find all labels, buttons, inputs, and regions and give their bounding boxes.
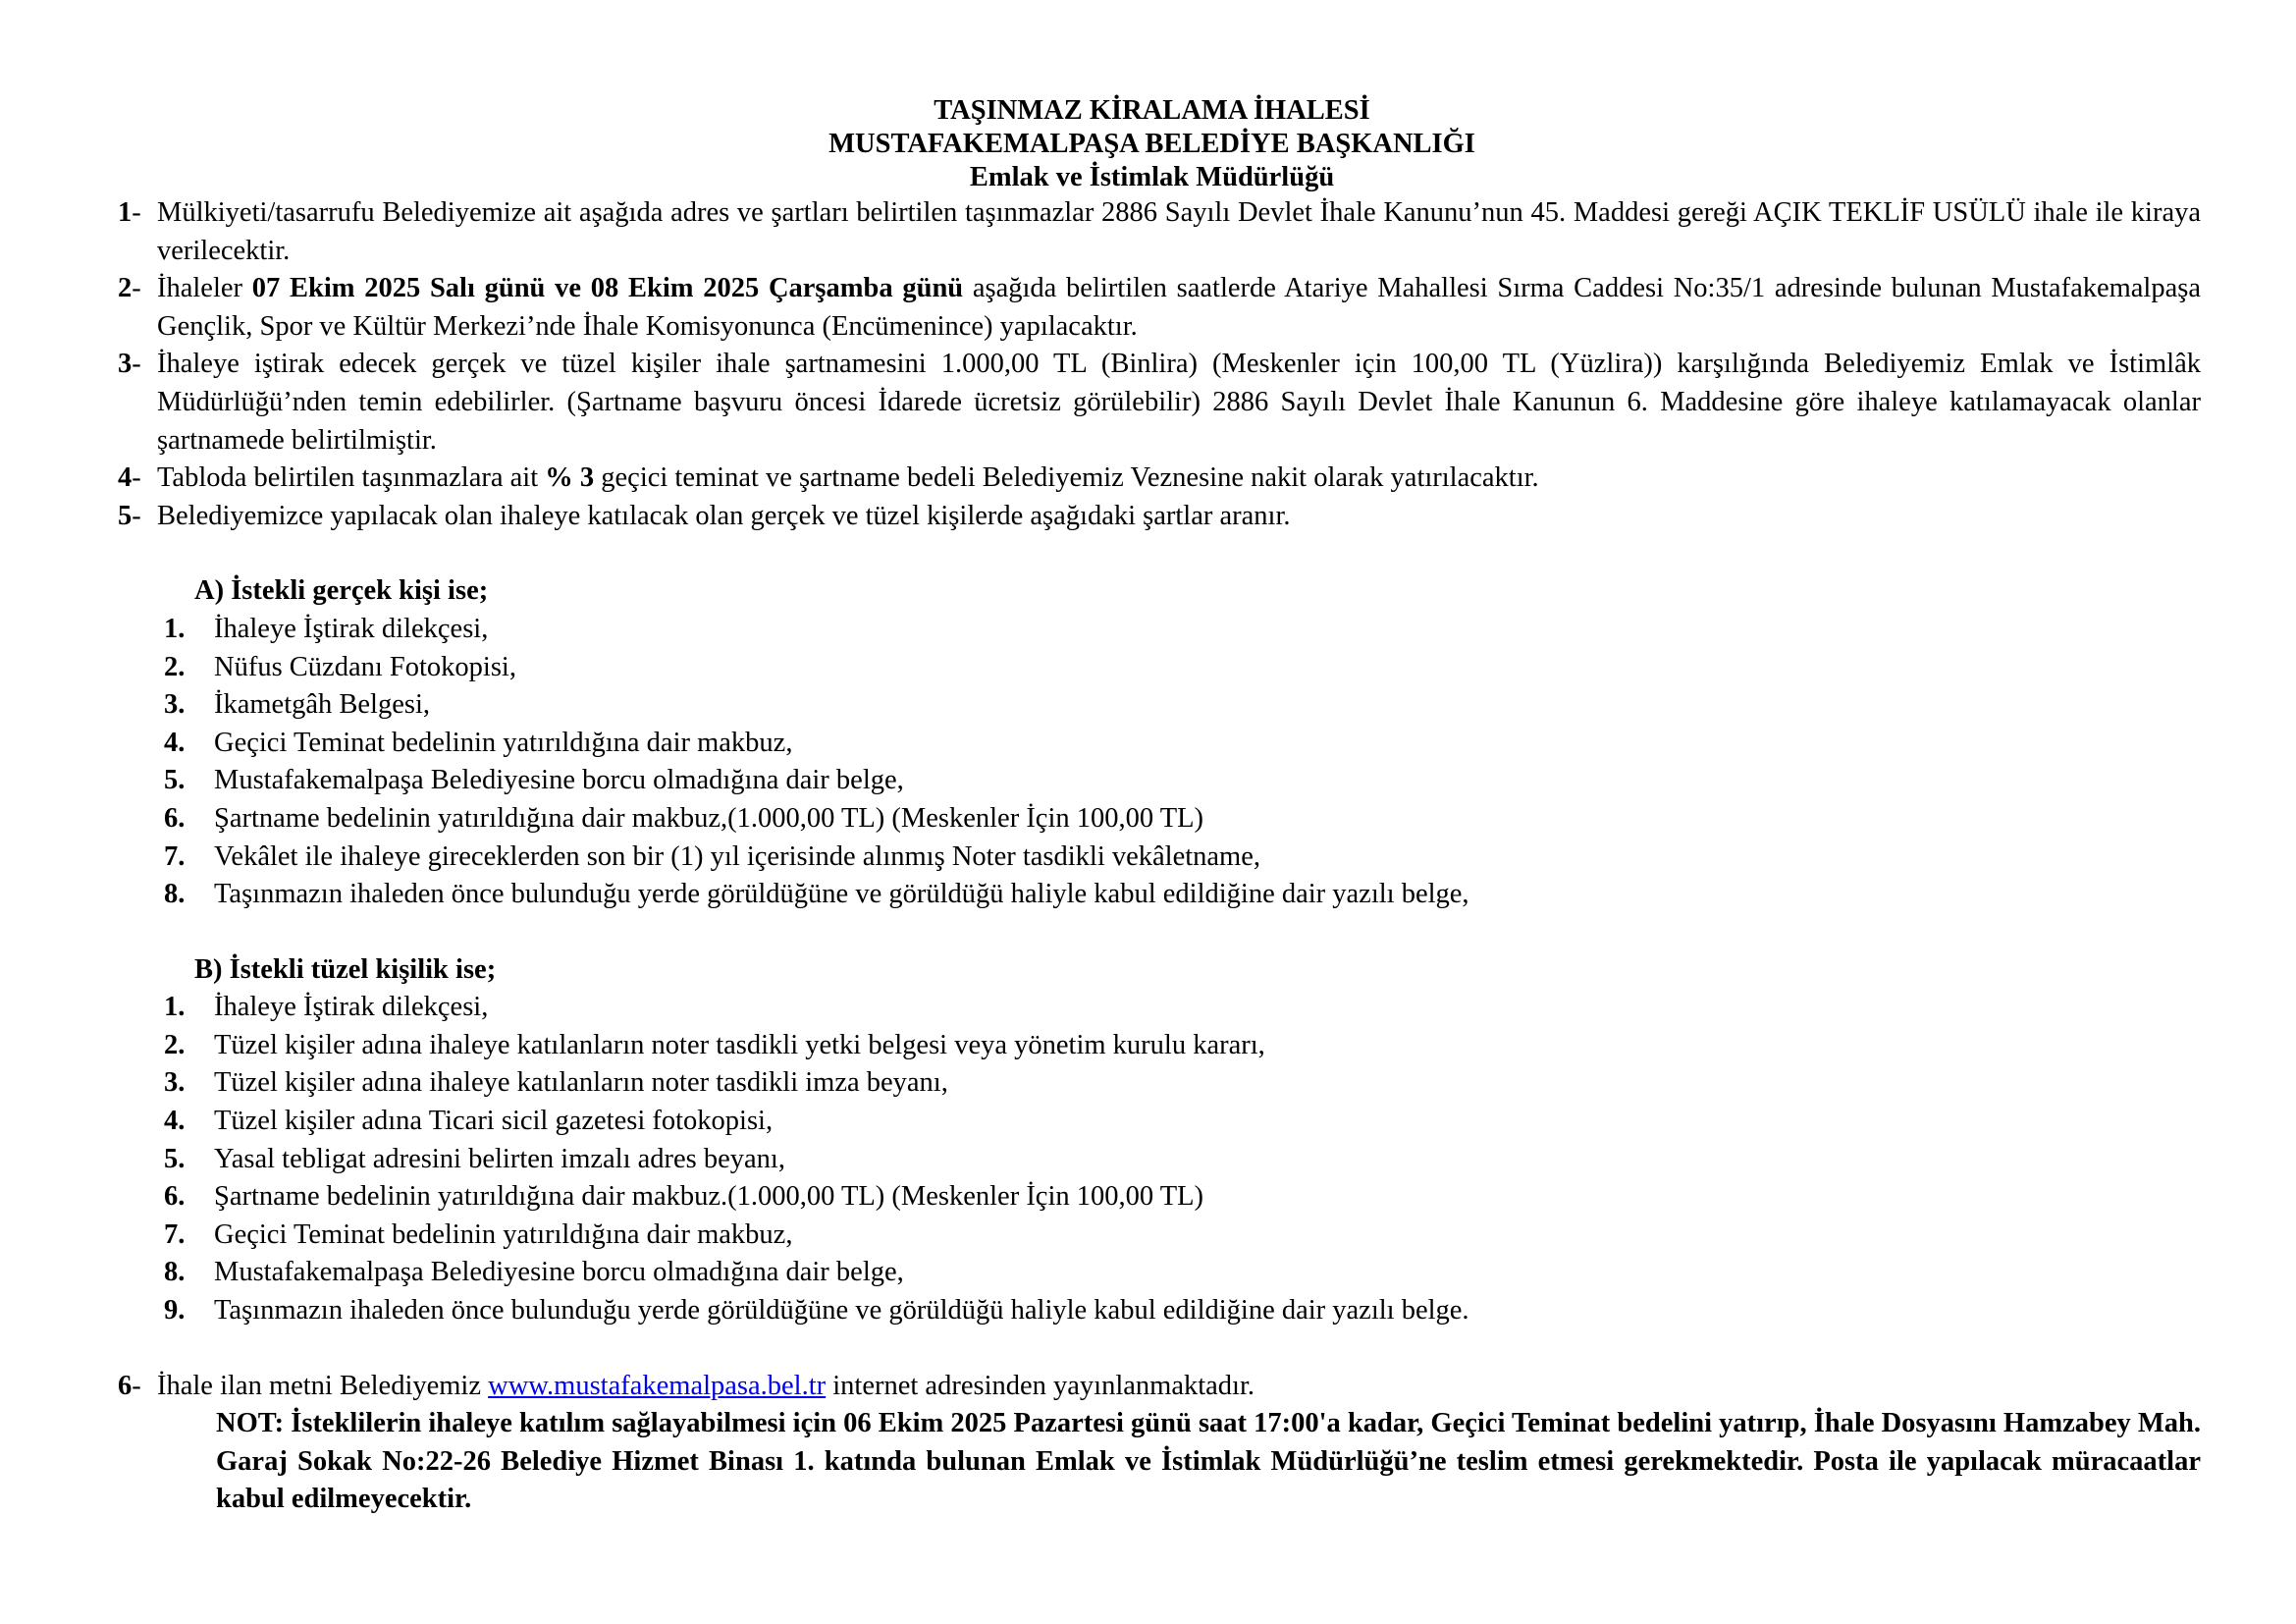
important-note: NOT: İsteklilerin ihaleye katılım sağlayabilmesi için 06 Ekim 2025 Pazartesi günü saat 17:00'a kadar, Geçici Teminat bedelini yatırıp, İhale Dosyasını Hamzabey Mah. Garaj Sokak No:22-26 Belediye Hizmet Binası 1. katında bulunan Emlak ve İstimlak Müdürlüğü’ne teslim etmesi gerekmektedir. Posta ile yapılacak müracaatlar kabul edilmeyecektir. xyxy=(216,1408,2201,1515)
list-item: 7. Vekâlet ile ihaleye gireceklerden son bir (1) yıl içerisinde alınmış Noter tasdikli vekâletname, xyxy=(164,840,1260,872)
list-item: 1. İhaleye İştirak dilekçesi, xyxy=(164,992,489,1023)
paragraph-5 xyxy=(118,498,2201,536)
department-name: Emlak ve İstimlak Müdürlüğü xyxy=(969,162,1335,192)
list-item: 5. Mustafakemalpaşa Belediyesine borcu olmadığına dair belge, xyxy=(164,765,904,796)
list-item: 6. Şartname bedelinin yatırıldığına dair makbuz,(1.000,00 TL) (Meskenler İçin 100,00 TL) xyxy=(164,802,1204,834)
list-item: 3. İkametgâh Belgesi, xyxy=(164,689,431,721)
spacer xyxy=(118,1330,2201,1368)
section-a-heading: A) İstekli gerçek kişi ise; xyxy=(194,575,489,607)
list-item: 7. Geçici Teminat bedelinin yatırıldığına dair makbuz, xyxy=(164,1218,793,1250)
institution-name: MUSTAFAKEMALPAŞA BELEDİYE BAŞKANLIĞI xyxy=(828,129,1475,159)
paragraph-number: 2- xyxy=(118,273,141,304)
list-item: 8. Mustafakemalpaşa Belediyesine borcu olmadığına dair belge, xyxy=(164,1257,904,1288)
section-a-list xyxy=(118,611,2201,914)
list-item: 4. Tüzel kişiler adına Ticari sicil gazetesi fotokopisi, xyxy=(164,1106,774,1137)
paragraph-2 xyxy=(118,270,2201,346)
paragraph-text: Mülkiyeti/tasarrufu Belediyemize ait aşağıda adres ve şartları belirtilen taşınmazlar 2886 Sayılı Devlet İhale Kanunu’nun 45. Maddesi gereği AÇIK TEKLİF USÜLÜ ihale ile kiraya verilecektir. xyxy=(157,197,2201,266)
document-page xyxy=(118,94,2201,1519)
guarantee-percentage: % 3 xyxy=(545,462,595,494)
paragraph-number: 5- xyxy=(118,500,141,531)
paragraph-6 xyxy=(118,1368,2201,1406)
paragraph-text: internet adresinden yayınlanmaktadır. xyxy=(826,1370,1255,1401)
paragraph-number: 4- xyxy=(118,462,141,494)
list-item: 5. Yasal tebligat adresini belirten imzalı adres beyanı, xyxy=(164,1143,785,1174)
paragraph-text: İhale ilan metni Belediyemiz xyxy=(157,1370,489,1401)
list-item: 6. Şartname bedelinin yatırıldığına dair makbuz.(1.000,00 TL) (Meskenler İçin 100,00 TL) xyxy=(164,1181,1204,1213)
list-item: 3. Tüzel kişiler adına ihaleye katılanların noter tasdikli imza beyanı, xyxy=(164,1067,948,1099)
list-item: 1. İhaleye İştirak dilekçesi, xyxy=(164,613,489,644)
paragraph-text: geçici teminat ve şartname bedeli Belediyemiz Veznesine nakit olarak yatırılacaktır. xyxy=(594,462,1539,494)
paragraph-3 xyxy=(118,346,2201,460)
section-b-heading: B) İstekli tüzel kişilik ise; xyxy=(194,953,497,985)
paragraph-number: 3- xyxy=(118,349,141,380)
auction-dates: 07 Ekim 2025 Salı günü ve 08 Ekim 2025 Çarşamba günü xyxy=(251,273,964,304)
paragraph-1 xyxy=(118,194,2201,270)
list-item: 2. Tüzel kişiler adına ihaleye katılanların noter tasdikli yetki belgesi veya yönetim kurulu kararı, xyxy=(164,1029,1265,1060)
paragraph-text: İhaleler xyxy=(157,273,252,304)
paragraph-text: aşağıda belirtilen saatlerde Atariye Mahallesi Sırma Caddesi No:35/1 adresinde bulunan Mustafakemalpaşa Gençlik, Spor ve Kültür Merkezi’nde İhale Komisyonunca (Encümenince) yapılacaktır. xyxy=(157,273,2201,342)
paragraph-4 xyxy=(118,460,2201,498)
municipality-website-link[interactable]: www.mustafakemalpasa.bel.tr xyxy=(488,1370,827,1401)
list-item: 2. Nüfus Cüzdanı Fotokopisi, xyxy=(164,651,516,682)
list-item: 9. Taşınmazın ihaleden önce bulunduğu yerde görüldüğüne ve görüldüğü haliyle kabul edildiğine dair yazılı belge. xyxy=(164,1295,1469,1326)
paragraph-text: Belediyemizce yapılacak olan ihaleye katılacak olan gerçek ve tüzel kişilerde aşağıdaki şartlar aranır. xyxy=(157,500,1291,531)
document-header xyxy=(118,94,2201,194)
document-title: TAŞINMAZ KİRALAMA İHALESİ xyxy=(934,95,1370,126)
section-b-list xyxy=(118,989,2201,1329)
list-item: 8. Taşınmazın ihaleden önce bulunduğu yerde görüldüğüne ve görüldüğü haliyle kabul edildiğine dair yazılı belge, xyxy=(164,879,1469,910)
list-item: 4. Geçici Teminat bedelinin yatırıldığına dair makbuz, xyxy=(164,727,793,758)
paragraph-text: İhaleye iştirak edecek gerçek ve tüzel kişiler ihale şartnamesini 1.000,00 TL (Binlira) (Meskenler için 100,00 TL (Yüzlira)) karşılığında Belediyemiz Emlak ve İstimlâk Müdürlüğü’nden temin edebilirler. (Şartname başvuru öncesi İdarede ücretsiz görülebilir) 2886 Sayılı Devlet İhale Kanunun 6. Maddesine göre ihaleye katılamayacak olanlar şartnamede belirtilmiştir. xyxy=(157,349,2201,456)
paragraph-number: 1- xyxy=(118,197,141,228)
paragraph-text: Tabloda belirtilen taşınmazlara ait xyxy=(157,462,546,494)
paragraph-number: 6- xyxy=(118,1370,141,1401)
